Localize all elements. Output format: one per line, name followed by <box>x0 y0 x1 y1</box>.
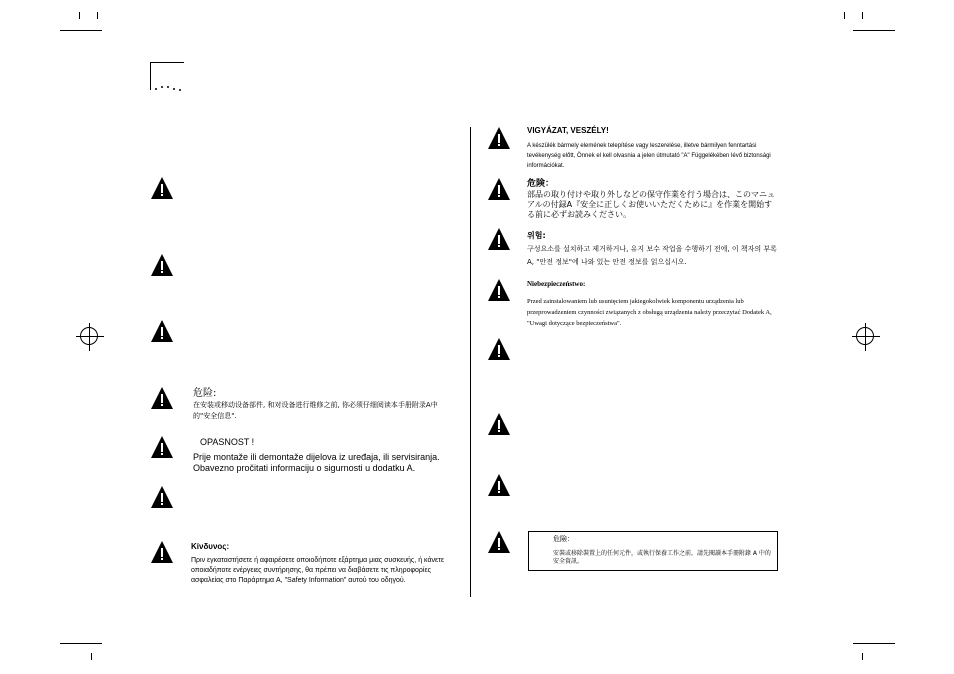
warning-zh-tw-box <box>528 531 778 571</box>
warning-body: 구성요소를 설치하고 제거하거나, 유지 보수 작업을 수행하기 전에, 이 책자의 부록 A, "안전 정보"에 나와 있는 안전 정보를 읽으십시오. <box>527 245 777 266</box>
warning-body: Przed zainstalowaniem lub usunięciem jakiegokolwiek komponentu urządzenia lub przeprowadzeniem czynności związanych z obsługą urządzenia należy przeczytać Dodatek A, "Uwagi dotyczące bezpieczeństwa". <box>527 298 772 327</box>
crop-tick <box>79 12 80 19</box>
warning-japanese <box>527 179 779 220</box>
registration-mark-left <box>80 327 98 345</box>
crop-tick <box>862 12 863 19</box>
crop-tick <box>844 12 845 19</box>
warning-icon <box>488 338 510 360</box>
warning-heading: OPASNOST ! <box>200 437 255 447</box>
warning-icon <box>151 254 173 276</box>
crop-line-bottom-left <box>60 643 102 644</box>
warning-croatian <box>193 437 455 474</box>
warning-icon <box>151 541 173 563</box>
column-divider <box>470 127 471 597</box>
warning-polish <box>527 280 779 329</box>
warning-icon <box>488 178 510 200</box>
warning-icon <box>151 387 173 409</box>
warning-heading: Κίνδυνος: <box>191 542 230 551</box>
warning-heading: 危险: <box>193 388 217 399</box>
warning-body: 在安装或移动设备部件, 和对设备进行维修之前, 你必须仔细阅读本手册附录A中的"安全信息". <box>193 401 438 420</box>
warning-body: Πριν εγκαταστήσετε ή αφαιρέσετε οποιοδήποτε εξάρτημα μιας συσκευής, ή κάνετε οποιαδήποτε ενέργειες συντήρησης, θα πρέπει να διαβάσετε τις πληροφορίες ασφαλείας στο Παράρτημα A, "Safety Information" αυτού του οδηγού. <box>191 557 445 584</box>
crop-line-top-left <box>60 30 102 31</box>
warning-icon <box>151 486 173 508</box>
warning-icon <box>488 228 510 250</box>
warning-heading: VIGYÁZAT, VESZÉLY! <box>527 126 609 135</box>
warning-icon <box>488 279 510 301</box>
corner-decoration <box>150 62 151 90</box>
crop-line-bottom-right <box>853 643 895 644</box>
corner-decoration <box>150 62 184 63</box>
warning-body: 安裝或移除裝置上的任何元件，或執行保養工作之前，請先閱讀本手冊附錄 A 中的安全資訊。 <box>553 550 771 565</box>
warning-icon <box>151 320 173 342</box>
warning-greek <box>191 542 451 586</box>
warning-heading: 危險： <box>553 535 574 543</box>
warning-body: 部品の取り付けや取り外しなどの保守作業を行う場合は、このマニュアルの付録A『安全に正しくお使いいただくために』を作業を開始する前に必ずお読みください。 <box>527 190 775 219</box>
warning-icon <box>488 474 510 496</box>
warning-zh-cn <box>193 388 448 422</box>
warning-icon <box>488 127 510 149</box>
crop-line-top-right <box>853 30 895 31</box>
warning-korean <box>527 230 779 269</box>
warning-hungarian <box>527 126 782 171</box>
crop-tick <box>862 653 863 660</box>
registration-mark-right <box>856 327 874 345</box>
warning-icon <box>151 436 173 458</box>
warning-heading: 위험: <box>527 231 546 240</box>
warning-heading: Niebezpieczeństwo: <box>527 280 586 288</box>
warning-heading: 危険： <box>527 179 555 189</box>
warning-body: A készülék bármely elemének telepítése vagy leszerelése, illetve bármilyen fenntartási tevékenység előtt, Önnek el kell olvasnia a jelen útmutató "A" Függelékében lévő biztonsági információkat. <box>527 143 771 169</box>
warning-body: Prije montaže ili demontaže dijelova iz uređaja, ili servisiranja. Obavezno pročitati informaciju o sigurnosti u dodatku A. <box>193 452 440 473</box>
warning-icon <box>488 531 510 553</box>
crop-tick <box>97 12 98 19</box>
warning-icon <box>151 177 173 199</box>
crop-tick <box>91 653 92 660</box>
warning-icon <box>488 413 510 435</box>
